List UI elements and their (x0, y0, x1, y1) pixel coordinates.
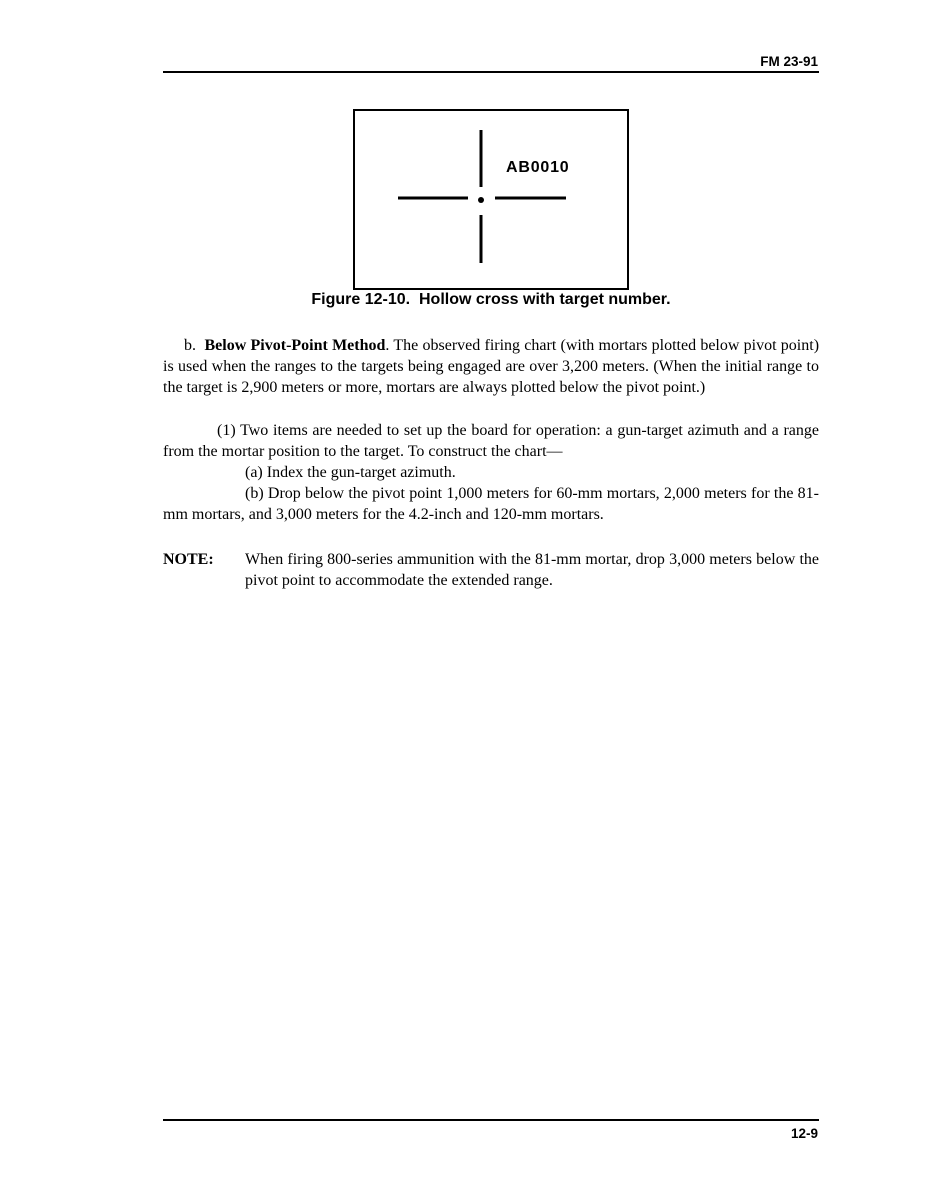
page-number: 12-9 (790, 1126, 818, 1141)
paragraph-body: . The observed firing chart (with mortars plotted below pivot point) is used when the ranges to the targets being engaged are over 3,200 meters. (When the initial range to the target is 2,900 meters or more, mortars are always plotted below the pivot point.) (163, 337, 820, 396)
document-id: FM 23-91 (760, 54, 818, 69)
header-rule (163, 71, 819, 73)
paragraph-item-1: (1) Two items are needed to set up the board for operation: a gun-target azimuth and a range from the mortar position to the target. To construct the chart— (163, 422, 819, 460)
note-text: When firing 800-series ammunition with the 81-mm mortar, drop 3,000 meters below the pivot point to accommodate the extended range. (245, 551, 819, 589)
figure-caption: Figure 12-10. Hollow cross with target number. (311, 291, 671, 308)
paragraph-item-b: (b) Drop below the pivot point 1,000 meters for 60-mm mortars, 2,000 meters for the 81-mm mortars, and 3,000 meters for the 4.2-inch and 120-mm mortars. (163, 485, 819, 523)
target-number-label: AB0010 (506, 159, 570, 176)
figure-hollow-cross (353, 109, 629, 290)
paragraph-heading: Below Pivot-Point Method (204, 337, 386, 354)
paragraph-below-pivot-point (163, 335, 819, 398)
paragraph-item-a: (a) Index the gun-target azimuth. (245, 464, 456, 481)
footer-rule (163, 1119, 819, 1121)
cross-center-dot (478, 197, 484, 203)
paragraph-letter: b. (184, 337, 196, 354)
hollow-cross-symbol (355, 111, 627, 288)
note-label: NOTE: (163, 551, 214, 568)
